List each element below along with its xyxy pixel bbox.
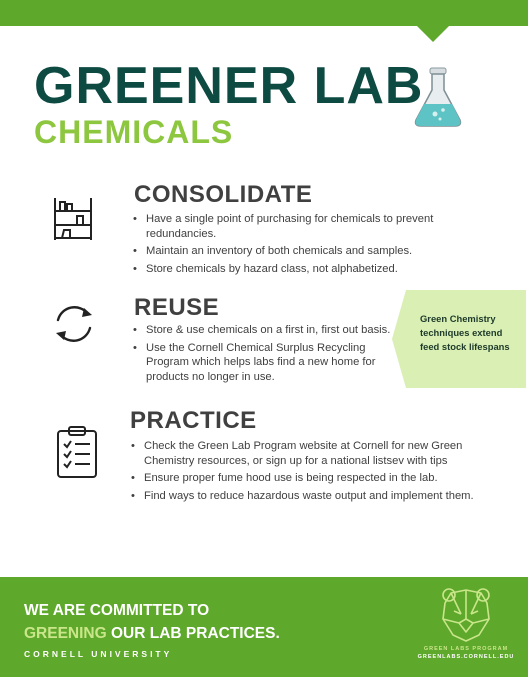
list-item: • Store & use chemicals on a first in, first out basis. <box>146 323 394 338</box>
section-title-reuse: REUSE <box>134 294 220 321</box>
top-notch <box>417 26 449 42</box>
consolidate-bullets <box>132 212 446 279</box>
flask-icon <box>411 66 465 128</box>
footer-university: CORNELL UNIVERSITY <box>24 649 173 659</box>
list-item: • Use the Cornell Chemical Surplus Recycling Program which helps labs find a new home for products no longer in use. <box>146 341 394 385</box>
section-title-consolidate: CONSOLIDATE <box>134 181 313 208</box>
list-item: • Maintain an inventory of both chemicals and samples. <box>146 244 446 259</box>
section-title-practice: PRACTICE <box>130 407 257 434</box>
callout-text: Green Chemistry techniques extend feed stock lifespans <box>420 313 510 352</box>
clipboard-checklist-icon <box>55 425 99 479</box>
list-item: • Check the Green Lab Program website at Cornell for new Green Chemistry resources, or sign up for a national listsev with tips <box>144 439 496 468</box>
list-item: • Find ways to reduce hazardous waste output and implement them. <box>144 489 496 504</box>
reuse-bullets <box>132 323 394 387</box>
bear-logo-icon <box>437 585 495 643</box>
page-title: GREENER LAB <box>34 57 424 115</box>
shelf-icon <box>52 196 94 242</box>
footer-slogan-line1: WE ARE COMMITTED TO <box>24 602 210 619</box>
footer-highlight: GREENING <box>24 625 107 642</box>
list-item: • Store chemicals by hazard class, not alphabetized. <box>146 262 446 277</box>
footer-slogan-rest: OUR LAB PRACTICES. <box>106 625 280 642</box>
footer-slogan-line2 <box>24 625 280 643</box>
recycle-arrows-icon <box>50 302 98 346</box>
list-item: • Have a single point of purchasing for chemicals to prevent redundancies. <box>146 212 446 241</box>
list-item: • Ensure proper fume hood use is being respected in the lab. <box>144 471 496 486</box>
page-subtitle: CHEMICALS <box>34 114 234 150</box>
top-band <box>0 0 528 26</box>
logo-program-name: GREEN LABS PROGRAM <box>423 646 509 652</box>
logo-website: GREENLABS.CORNELL.EDU <box>417 654 515 660</box>
practice-bullets <box>130 439 496 506</box>
